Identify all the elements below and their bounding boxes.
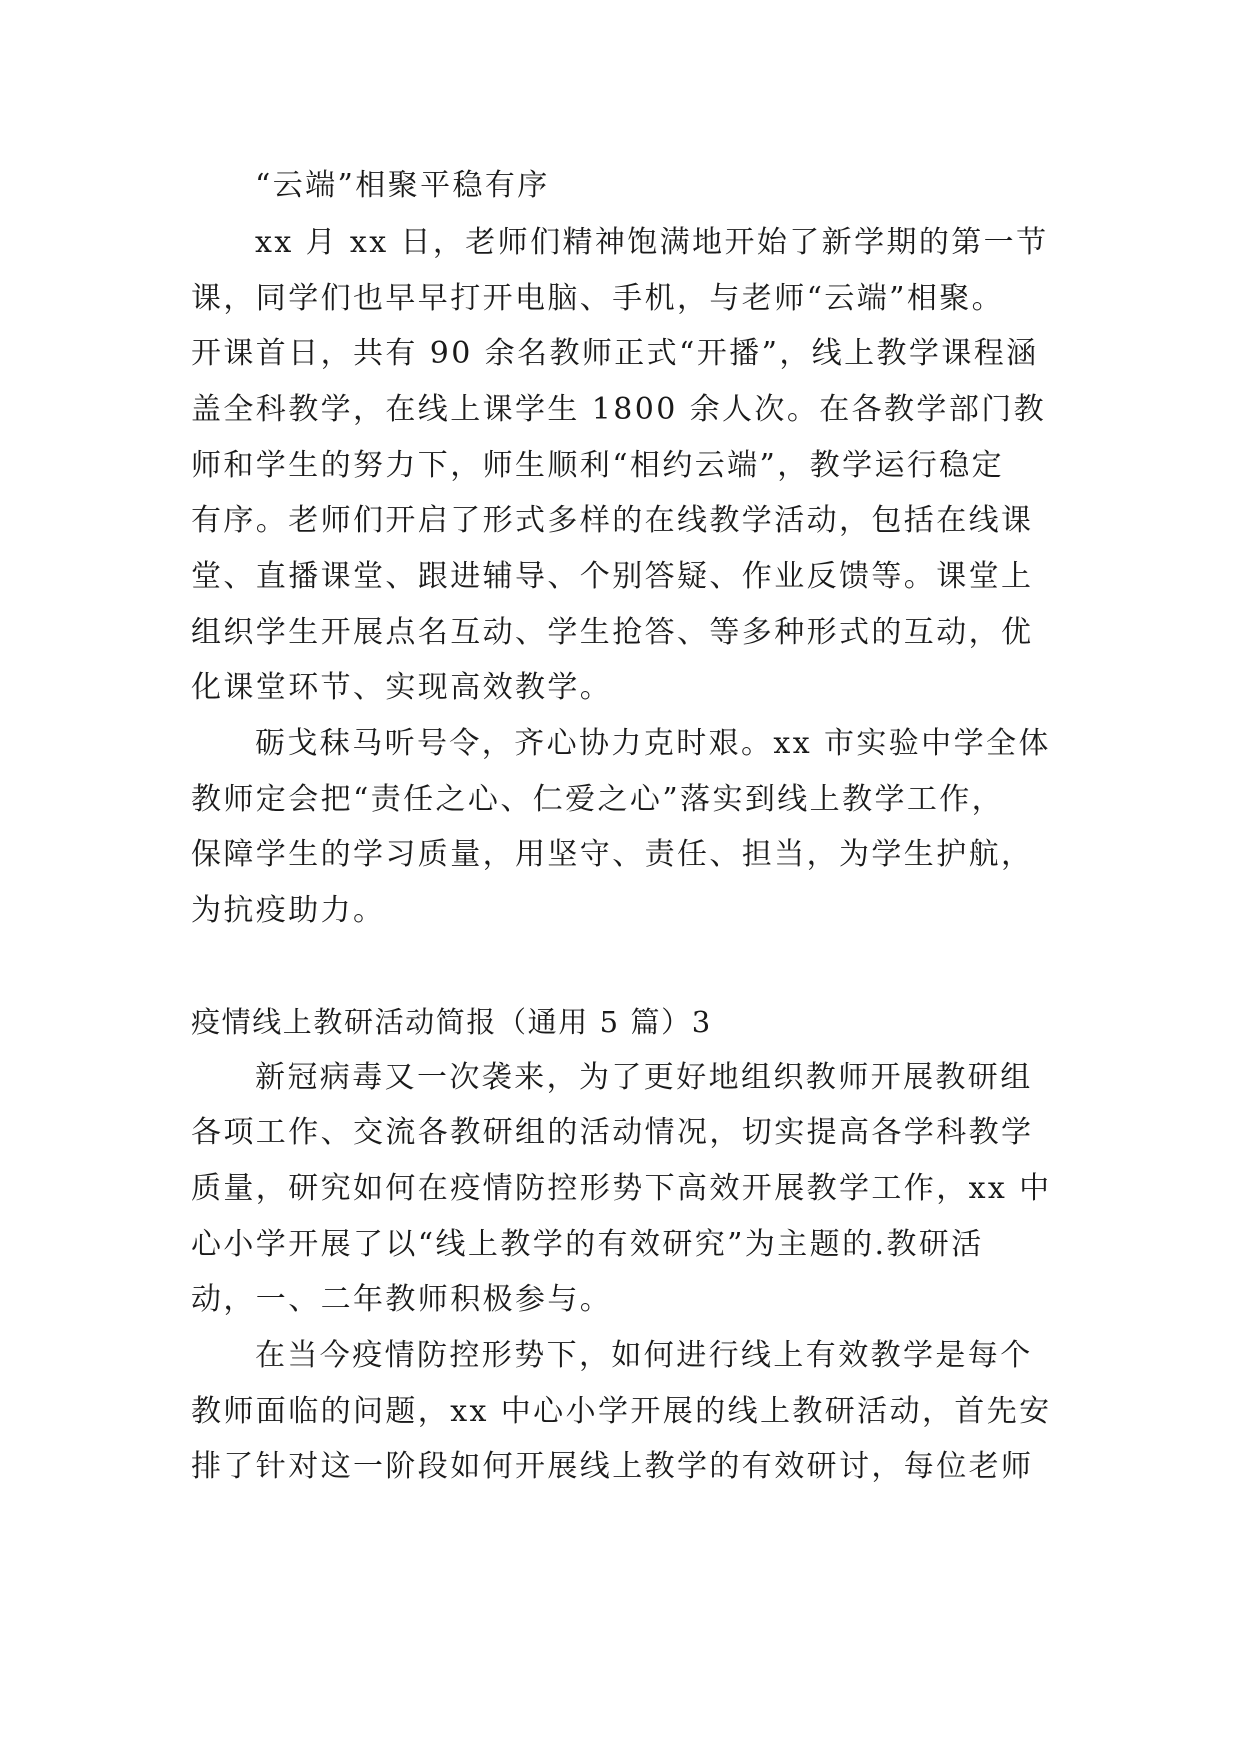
paragraph-line: 教师定会把“责任之心、仁爱之心”落实到线上教学工作， (191, 782, 1005, 817)
paragraph-line: 师和学生的努力下，师生顺利“相约云端”，教学运行稳定 (191, 448, 1005, 483)
paragraph-line: 课，同学们也早早打开电脑、手机，与老师“云端”相聚。 (191, 281, 1005, 316)
paragraph-line: xx 月 xx 日，老师们精神饱满地开始了新学期的第一节 (255, 225, 1049, 260)
paragraph-line: 堂、直播课堂、跟进辅导、个别答疑、作业反馈等。课堂上 (191, 559, 1034, 594)
section-title: 疫情线上教研活动简报（通用 5 篇）3 (191, 1005, 712, 1039)
paragraph-line: 有序。老师们开启了形式多样的在线教学活动，包括在线课 (191, 503, 1034, 538)
paragraph-line: 心小学开展了以“线上教学的有效研究”为主题的.教研活 (191, 1227, 984, 1262)
paragraph-line: 为抗疫助力。 (191, 893, 386, 928)
paragraph-line: 保障学生的学习质量，用坚守、责任、担当，为学生护航， (191, 837, 1034, 872)
paragraph-line: 盖全科教学，在线上课学生 1800 余人次。在各教学部门教 (191, 392, 1047, 427)
paragraph-line: 化课堂环节、实现高效教学。 (191, 670, 613, 705)
paragraph-line: 各项工作、交流各教研组的活动情况，切实提高各学科教学 (191, 1115, 1034, 1150)
paragraph-line: 砺戈秣马听号令，齐心协力克时艰。xx 市实验中学全体 (255, 726, 1051, 761)
paragraph-line: 质量，研究如何在疫情防控形势下高效开展教学工作，xx 中 (191, 1171, 1052, 1206)
paragraph-line: 新冠病毒又一次袭来，为了更好地组织教师开展教研组 (255, 1060, 1033, 1095)
paragraph-line: 开课首日，共有 90 余名教师正式“开播”，线上教学课程涵 (191, 336, 1039, 371)
paragraph-line: 教师面临的问题，xx 中心小学开展的线上教研活动，首先安 (191, 1394, 1052, 1429)
paragraph-line: 组织学生开展点名互动、学生抢答、等多种形式的互动，优 (191, 615, 1034, 650)
section-subheading: “云端”相聚平稳有序 (255, 168, 550, 203)
paragraph-line: 动，一、二年教师积极参与。 (191, 1282, 613, 1317)
paragraph-line: 排了针对这一阶段如何开展线上教学的有效研讨，每位老师 (191, 1449, 1034, 1484)
paragraph-line: 在当今疫情防控形势下，如何进行线上有效教学是每个 (255, 1338, 1033, 1373)
